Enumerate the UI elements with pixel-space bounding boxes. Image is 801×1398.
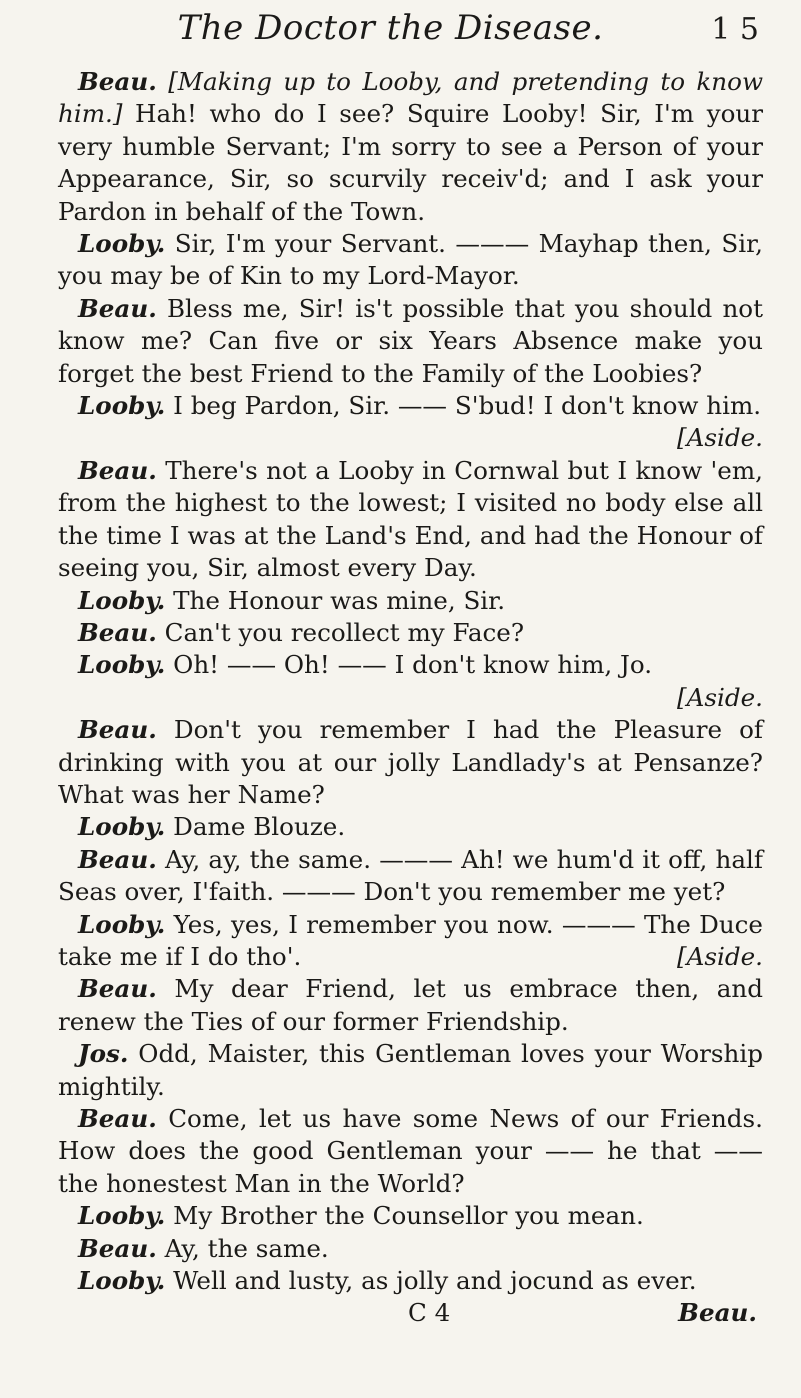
stage-direction: [Making up to Looby, and pretending to know him.] bbox=[58, 67, 763, 129]
speech-paragraph bbox=[58, 1038, 763, 1103]
catchword: Beau. bbox=[678, 1298, 757, 1328]
speech-paragraph bbox=[58, 617, 763, 649]
speaker-name: Beau. bbox=[78, 1233, 157, 1263]
speech-text: My Brother the Counsellor you mean. bbox=[173, 1201, 644, 1231]
aside-direction: [Aside. bbox=[677, 941, 763, 971]
speech-text: Come, let us have some News of our Friends. How does the good Gentleman your —— he that —— the honestest Man in the World? bbox=[58, 1104, 763, 1198]
speech-paragraph bbox=[58, 1265, 763, 1297]
speech-text: I beg Pardon, Sir. —— S'bud! I don't know him. bbox=[173, 391, 762, 421]
speech-text: Bless me, Sir! is't possible that you should not know me? Can five or six Years Absence make you forget the best Friend to the Family of the Loobies? bbox=[58, 293, 763, 388]
running-title: The Doctor the Disease. bbox=[177, 8, 604, 48]
speaker-name: Looby. bbox=[78, 1201, 166, 1231]
speaker-name: Beau. bbox=[78, 67, 157, 96]
speech-paragraph bbox=[58, 844, 763, 909]
speech-paragraph bbox=[58, 1103, 763, 1200]
speaker-name: Beau. bbox=[78, 455, 157, 485]
speech-paragraph bbox=[58, 293, 763, 390]
speech-paragraph bbox=[58, 455, 763, 585]
page-footer bbox=[58, 1297, 763, 1329]
speech-text: Sir, I'm your Servant. ——— Mayhap then, Sir, you may be of Kin to my Lord-Mayor. bbox=[58, 229, 763, 291]
speaker-name: Looby. bbox=[78, 650, 166, 680]
speech-paragraph bbox=[58, 1233, 763, 1265]
speech-text: Yes, yes, I remember you now. ——— The Duce take me if I do tho'. bbox=[58, 909, 763, 971]
speaker-name: Beau. bbox=[78, 293, 157, 323]
speech-paragraph bbox=[58, 909, 763, 974]
speech-text: Don't you remember I had the Pleasure of drinking with you at our jolly Landlady's at Pensanze? What was her Name? bbox=[58, 715, 763, 809]
speech-paragraph bbox=[58, 649, 763, 714]
speech-text: Can't you recollect my Face? bbox=[164, 617, 525, 647]
speech-paragraph bbox=[58, 973, 763, 1038]
signature-mark: C 4 bbox=[408, 1298, 451, 1328]
speech-text: Oh! —— Oh! —— I don't know him, Jo. bbox=[173, 650, 653, 680]
speech-paragraph bbox=[58, 390, 763, 455]
speaker-name: Beau. bbox=[78, 844, 157, 874]
speaker-name: Beau. bbox=[78, 617, 157, 647]
speaker-name: Jos. bbox=[78, 1039, 129, 1069]
page-header bbox=[58, 8, 763, 66]
speaker-name: Looby. bbox=[78, 585, 166, 615]
speaker-name: Looby. bbox=[78, 812, 166, 842]
speech-paragraph bbox=[58, 228, 763, 293]
speaker-name: Looby. bbox=[78, 1266, 166, 1296]
speech-text: Ay, the same. bbox=[164, 1233, 329, 1263]
speech-paragraph bbox=[58, 66, 763, 228]
speech-text: Hah! who do I see? Squire Looby! Sir, I'm your very humble Servant; I'm sorry to see a Person of your Appearance, Sir, so scurvily receiv'd; and I ask your Pardon in behalf of the Town. bbox=[58, 99, 763, 226]
aside-direction: [Aside. bbox=[677, 682, 763, 712]
speech-paragraph bbox=[58, 714, 763, 811]
speaker-name: Looby. bbox=[78, 909, 166, 939]
speaker-name: Beau. bbox=[78, 974, 157, 1004]
speaker-name: Beau. bbox=[78, 715, 157, 745]
page-number: 1 5 bbox=[711, 12, 759, 47]
speech-paragraph bbox=[58, 585, 763, 617]
speech-text: Well and lusty, as jolly and jocund as ever. bbox=[173, 1266, 697, 1296]
aside-direction: [Aside. bbox=[677, 423, 763, 453]
speaker-name: Beau. bbox=[78, 1104, 157, 1133]
speech-text: There's not a Looby in Cornwal but I know 'em, from the highest to the lowest; I visited no body else all the time I was at the Land's End, and had the Honour of seeing you, Sir, almost every Day. bbox=[58, 455, 763, 583]
speech-paragraph bbox=[58, 811, 763, 843]
speaker-name: Looby. bbox=[78, 391, 166, 421]
speech-text: Ay, ay, the same. ——— Ah! we hum'd it off, half Seas over, I'faith. ——— Don't you remember me yet? bbox=[58, 844, 763, 907]
speech-paragraph bbox=[58, 1200, 763, 1232]
dialogue-body bbox=[58, 66, 763, 1297]
speech-text: Dame Blouze. bbox=[173, 812, 346, 842]
speaker-name: Looby. bbox=[78, 229, 166, 259]
speech-text: Odd, Maister, this Gentleman loves your Worship mightily. bbox=[58, 1039, 763, 1101]
speech-text: The Honour was mine, Sir. bbox=[173, 585, 506, 615]
speech-text: My dear Friend, let us embrace then, and renew the Ties of our former Friendship. bbox=[58, 974, 763, 1036]
